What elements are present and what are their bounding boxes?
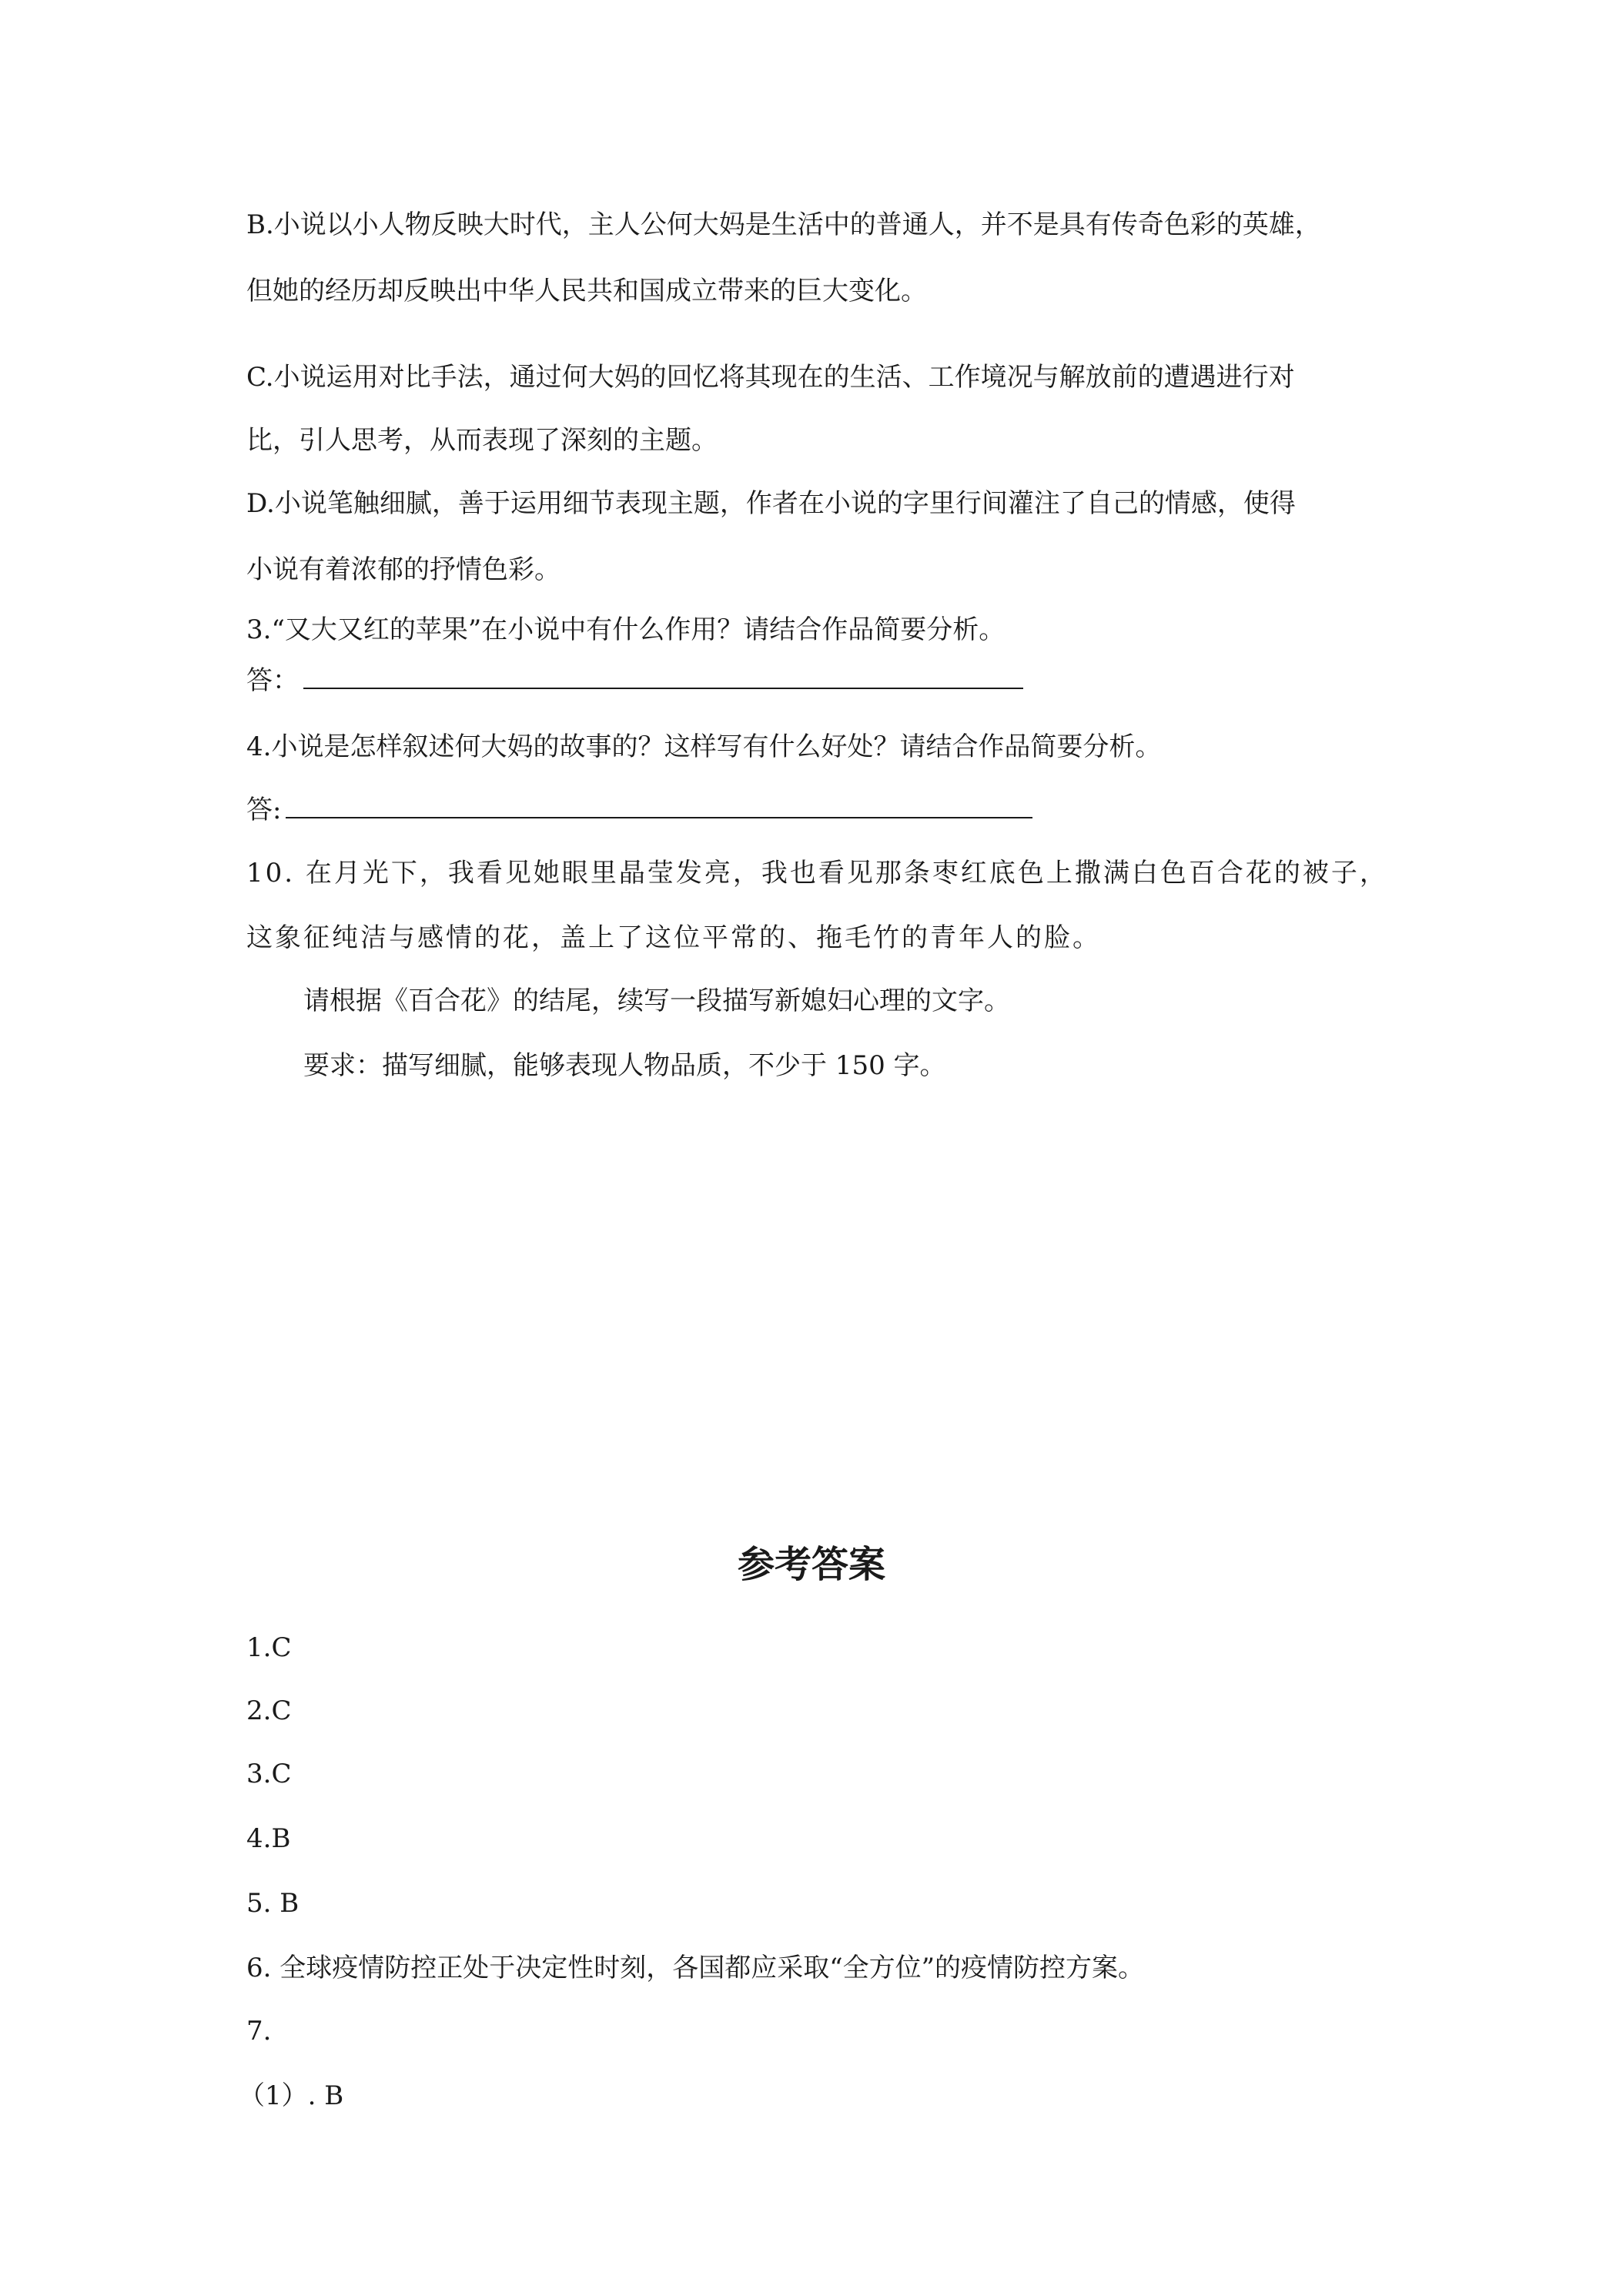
question-10-requirement: 要求：描写细腻，能够表现人物品质，不少于 150 字。 xyxy=(303,1050,946,1081)
question-10-instruction: 请根据《百合花》的结尾，续写一段描写新媳妇心理的文字。 xyxy=(303,986,1010,1016)
answer-item: 5. B xyxy=(246,1888,300,1919)
option-c-line-1: C.小说运用对比手法，通过何大妈的回忆将其现在的生活、工作境况与解放前的遭遇进行对 xyxy=(246,362,1295,393)
answer-label: 答: xyxy=(246,795,282,825)
question-4-answer xyxy=(246,793,1032,827)
answer-item: 2.C xyxy=(246,1695,292,1726)
option-d-line-2: 小说有着浓郁的抒情色彩。 xyxy=(246,554,561,585)
option-d-line-1: D.小说笔触细腻，善于运用细节表现主题，作者在小说的字里行间灌注了自己的情感，使得 xyxy=(246,488,1296,519)
answer-item: 1.C xyxy=(246,1632,292,1663)
question-3-answer xyxy=(246,664,1023,698)
answer-item: （1）. B xyxy=(239,2080,344,2111)
answer-item: 7. xyxy=(246,2016,272,2047)
question-10-quote-line-1: 10. 在月光下，我看见她眼里晶莹发亮，我也看见那条枣红底色上撒满白色百合花的被子， xyxy=(246,858,1388,889)
question-3-text: 3.“又大又红的苹果”在小说中有什么作用？请结合作品简要分析。 xyxy=(246,614,1006,645)
answer-blank-line[interactable] xyxy=(303,664,1023,689)
answer-item: 4.B xyxy=(246,1823,291,1854)
option-b-line-1: B.小说以小人物反映大时代，主人公何大妈是生活中的普通人，并不是具有传奇色彩的英雄， xyxy=(246,209,1321,240)
answer-item: 3.C xyxy=(246,1759,292,1789)
question-10-quote-line-2: 这象征纯洁与感情的花，盖上了这位平常的、拖毛竹的青年人的脸。 xyxy=(246,922,1101,953)
answer-item: 6. 全球疫情防控正处于决定性时刻，各国都应采取“全方位”的疫情防控方案。 xyxy=(246,1953,1145,1983)
answer-blank-line[interactable] xyxy=(286,794,1032,818)
option-b-line-2: 但她的经历却反映出中华人民共和国成立带来的巨大变化。 xyxy=(246,276,927,306)
answer-label: 答： xyxy=(246,665,299,696)
option-c-line-2: 比，引人思考，从而表现了深刻的主题。 xyxy=(246,425,718,456)
answer-key-heading: 参考答案 xyxy=(737,1543,885,1586)
question-4-text: 4.小说是怎样叙述何大妈的故事的？这样写有什么好处？请结合作品简要分析。 xyxy=(246,731,1162,762)
